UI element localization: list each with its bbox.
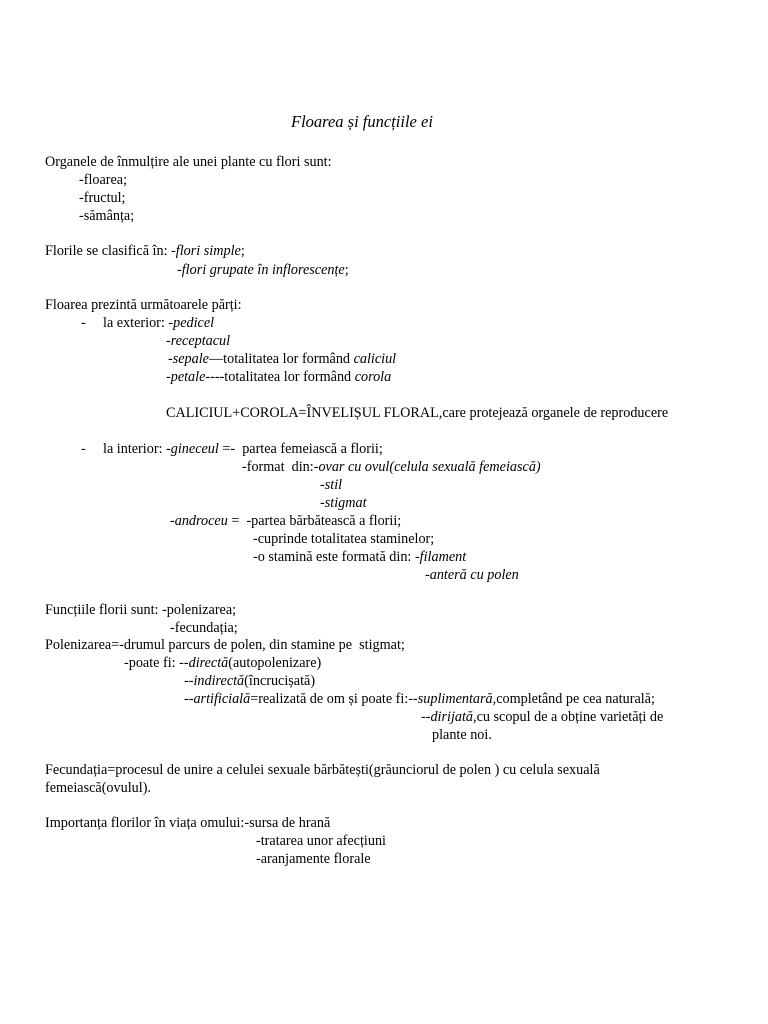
importance-item: -aranjamente florale: [256, 851, 371, 867]
direct-pollination-line: -poate fi: --directă(autopolenizare): [124, 655, 322, 671]
fertilization-item: -fecundația;: [170, 620, 238, 636]
list-item: -floarea;: [79, 172, 128, 188]
reproductive-organs-intro: Organele de înmulțire ale unei plante cu flori sunt:: [45, 154, 332, 170]
indirect-pollination-line: --indirectă(încrucișată): [184, 673, 316, 689]
stigma-item: -stigmat: [320, 495, 367, 511]
pollination-definition: Polenizarea=-drumul parcurs de polen, din stamine pe stigmat;: [45, 637, 405, 653]
gynoecium-format-line: -format din:-ovar cu ovul(celula sexuală femeiască): [242, 459, 541, 475]
receptacle: -receptacul: [166, 333, 231, 349]
new-plants-line: plante noi.: [432, 727, 492, 743]
grouped-flowers: -flori grupate în inflorescențe: [177, 262, 345, 278]
classification-line-2: -flori grupate în inflorescențe;: [177, 262, 349, 278]
classification-lead: Florile se clasifică în:: [45, 243, 172, 259]
exterior-line: la exterior: -pedicel: [103, 315, 215, 331]
androecium-line: -androceu = -partea bărbătească a florii;: [170, 513, 402, 529]
bullet-dash: -: [81, 315, 86, 331]
fertilization-definition: Fecundația=procesul de unire a celulei sexuale bărbătești(grăunciorul de polen ) cu celula sexuală: [45, 762, 600, 778]
fertilization-definition-cont: femeiască(ovulul).: [45, 780, 151, 796]
list-item: -fructul;: [79, 190, 126, 206]
directed-pollination-line: --dirijată,cu scopul de a obține varietăți de: [421, 709, 664, 725]
importance-line: Importanța florilor în viața omului:-sursa de hrană: [45, 815, 331, 831]
page-title: Floarea și funcțiile ei: [291, 112, 433, 131]
stamens-line: -cuprinde totalitatea staminelor;: [253, 531, 435, 547]
sepals-line: -sepale—totalitatea lor formând caliciul: [168, 351, 397, 367]
petals-line: -petale----totalitatea lor formând corola: [166, 369, 392, 385]
bullet-dash: -: [81, 441, 86, 457]
functions-line: Funcțiile florii sunt: -polenizarea;: [45, 602, 237, 618]
floral-envelope-formula: CALICIUL+COROLA=ÎNVELIȘUL FLORAL,care protejează organele de reproducere: [166, 405, 669, 421]
artificial-pollination-line: --artificială=realizată de om și poate fi:--suplimentară,completând pe cea naturală;: [184, 691, 655, 707]
list-item: -sămânța;: [79, 208, 135, 224]
interior-line: la interior: -gineceul =- partea femeiască a florii;: [103, 441, 383, 457]
importance-item: -tratarea unor afecțiuni: [256, 833, 386, 849]
style-item: -stil: [320, 477, 343, 493]
simple-flowers: -flori simple: [171, 243, 241, 259]
stamen-composition-line: -o stamină este formată din: -filament: [253, 549, 467, 565]
anther-item: -anteră cu polen: [425, 567, 519, 583]
flower-parts-intro: Floarea prezintă următoarele părți:: [45, 297, 242, 313]
classification-line: Florile se clasifică în: -flori simple;: [45, 243, 245, 259]
